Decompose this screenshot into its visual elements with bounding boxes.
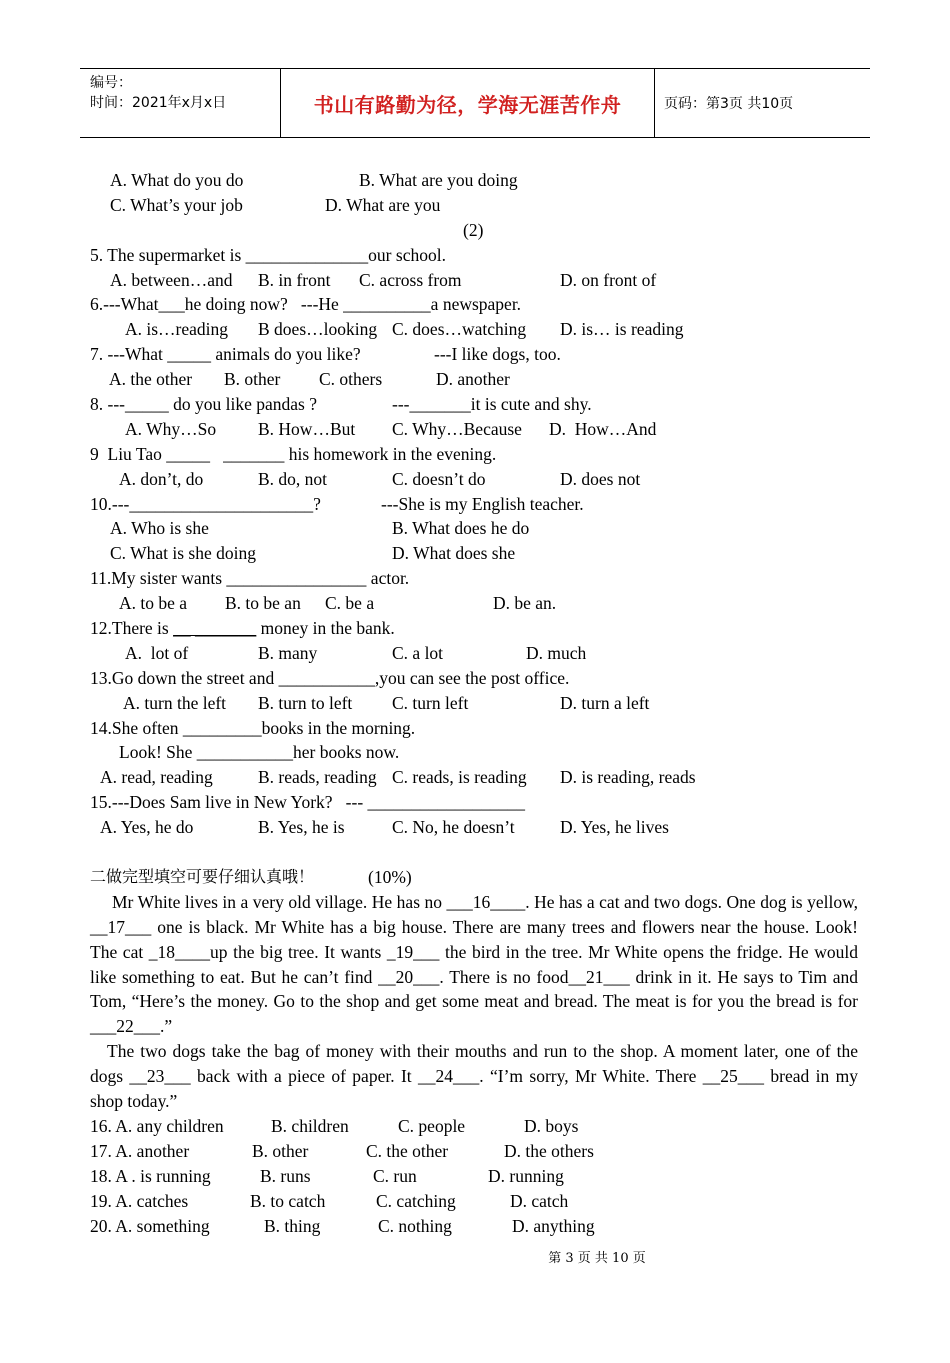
option: A. What do you do <box>110 170 244 190</box>
option-line <box>90 268 858 293</box>
answer-line <box>90 1114 858 1139</box>
option-line <box>90 417 858 442</box>
exam-content <box>90 168 858 1238</box>
motto: 书山有路勤为径，学海无涯苦作舟 <box>313 93 622 117</box>
option: C. What is she doing <box>110 543 256 564</box>
option: C. nothing <box>378 1215 452 1236</box>
option: D. How…And <box>549 418 657 439</box>
option: A. Why…So <box>125 418 217 439</box>
option: B. to be an <box>225 593 301 614</box>
option: B. What does he do <box>392 518 530 539</box>
time-label: 时间：2021年x月x日 <box>90 95 227 111</box>
option: B. What are you doing <box>359 170 518 190</box>
option: D. on front of <box>560 269 657 290</box>
option: A. to be a <box>119 593 188 614</box>
option: D. is… is reading <box>560 319 684 340</box>
option: C. people <box>398 1115 466 1136</box>
option-line <box>90 815 858 840</box>
option: D. much <box>526 642 587 663</box>
question-line <box>90 492 858 517</box>
option: D. be an. <box>493 593 557 614</box>
question: Look! She ___________her books now. <box>119 742 400 763</box>
question <box>90 616 395 641</box>
question-line <box>90 442 858 467</box>
option: C. the other <box>366 1140 449 1161</box>
question: 15.---Does Sam live in New York? --- __________________ <box>90 792 526 813</box>
question: 11.My sister wants ________________ actor. <box>90 568 410 589</box>
option-line <box>90 691 858 716</box>
option: C. does…watching <box>392 319 527 340</box>
option: B. in front <box>258 269 331 290</box>
question: 13.Go down the street and ___________,you can see the post office. <box>90 667 570 688</box>
question-line <box>90 740 858 765</box>
question-line <box>90 566 858 591</box>
question: 7. ---What _____ animals do you like? <box>90 344 361 365</box>
option-line <box>90 516 858 541</box>
option-line <box>90 168 858 193</box>
option: C. a lot <box>392 642 444 663</box>
answer-blank: __ _______ <box>173 618 257 639</box>
question-line <box>90 292 858 317</box>
question-reply: ---She is my English teacher. <box>381 493 584 514</box>
option-line <box>90 193 858 218</box>
option: A. turn the left <box>123 692 227 713</box>
question: 14.She often _________books in the morning. <box>90 717 416 738</box>
option: B. other <box>224 369 281 390</box>
option: A. lot of <box>125 642 189 663</box>
footer-page-number: 第 3 页 共 10 页 <box>548 1251 646 1266</box>
question-line <box>90 616 858 641</box>
question-line <box>90 243 858 268</box>
option-line <box>90 467 858 492</box>
header-divider <box>654 69 655 137</box>
marker: (2) <box>463 219 484 240</box>
option: 20. A. something <box>90 1215 210 1236</box>
question: 8. ---_____ do you like pandas ? <box>90 394 317 415</box>
section-marker <box>90 218 858 243</box>
question-line <box>90 790 858 815</box>
answer-line <box>90 1189 858 1214</box>
option-line <box>90 541 858 566</box>
option: B. Yes, he is <box>258 817 345 838</box>
option: A. the other <box>109 369 193 390</box>
page-header <box>80 68 870 138</box>
number-label: 编号： <box>90 75 132 91</box>
header-meta <box>90 73 280 113</box>
question-reply: ---_______it is cute and shy. <box>392 394 592 415</box>
option: D. does not <box>560 468 641 489</box>
option: C. across from <box>359 269 462 290</box>
option: B. turn to left <box>258 692 353 713</box>
question-text: 12.There is <box>90 618 174 639</box>
option: 17. A. another <box>90 1140 190 1161</box>
option: 16. A. any children <box>90 1115 224 1136</box>
option: C. doesn’t do <box>392 468 486 489</box>
question: 6.---What___he doing now? ---He __________a newspaper. <box>90 294 522 315</box>
option: B. runs <box>260 1165 311 1186</box>
option: B. do, not <box>258 468 328 489</box>
option: B does…looking <box>258 319 378 340</box>
option: B. to catch <box>250 1190 326 1211</box>
page-info: 页码：第3页 共10页 <box>664 96 794 112</box>
spacer <box>90 840 858 865</box>
option: D. catch <box>510 1190 569 1211</box>
page-footer <box>0 1247 950 1266</box>
option: D. is reading, reads <box>560 767 696 788</box>
option: D. What are you <box>325 194 441 215</box>
answer-line <box>90 1139 858 1164</box>
question-text: money in the bank. <box>256 618 395 639</box>
option: C. run <box>373 1165 417 1186</box>
option: A. is…reading <box>125 319 229 340</box>
question: 5. The supermarket is ______________our school. <box>90 244 446 265</box>
option: B. thing <box>264 1215 321 1236</box>
option: D. Yes, he lives <box>560 817 669 838</box>
option: C. No, he doesn’t <box>392 817 515 838</box>
option: A. don’t, do <box>119 468 204 489</box>
option: A. Who is she <box>110 518 209 539</box>
answer-line <box>90 1164 858 1189</box>
option: A. Yes, he do <box>100 817 194 838</box>
question-line <box>90 342 858 367</box>
question: 9 Liu Tao _____ _______ his homework in the evening. <box>90 443 497 464</box>
option: C. What’s your job <box>110 194 243 215</box>
option: A. between…and <box>110 269 233 290</box>
option: C. Why…Because <box>392 418 522 439</box>
cloze-paragraph: The two dogs take the bag of money with their mouths and run to the shop. A moment later, one of the dogs __23___ back with a piece of paper. It __24___. “I’m sorry, Mr White. There __25___ bread in my shop today.” <box>90 1041 858 1112</box>
option-line <box>90 367 858 392</box>
option-line <box>90 641 858 666</box>
option: C. others <box>319 369 383 390</box>
option: B. children <box>271 1115 349 1136</box>
option: D. the others <box>504 1140 594 1161</box>
question-line <box>90 392 858 417</box>
option: C. turn left <box>392 692 469 713</box>
section-title <box>90 865 858 890</box>
option: B. How…But <box>258 418 356 439</box>
question-reply: ---I like dogs, too. <box>434 344 561 365</box>
option-line <box>90 591 858 616</box>
section-heading: 二做完型填空可要仔细认真哦！ <box>90 866 315 886</box>
question: 10.---_____________________? <box>90 493 321 514</box>
option: D. turn a left <box>560 692 650 713</box>
option: 18. A . is running <box>90 1165 211 1186</box>
option: A. read, reading <box>100 767 213 788</box>
option: D. another <box>436 369 510 390</box>
option: D. boys <box>524 1115 579 1136</box>
option: 19. A. catches <box>90 1190 189 1211</box>
question-line <box>90 716 858 741</box>
cloze-paragraph: Mr White lives in a very old village. He has no ___16____. He has a cat and two dogs. One dog is yellow, __17___ one is black. Mr White has a big house. There are many trees and flowers near the house. Look! The cat _18____up the big tree. It wants _19___ the bird in the tree. Mr White opens the fridge. He would like something to eat. But he can’t find __20___. There is no food__21___ drink in it. He says to Tim and Tom, “Here’s the money. Go to the shop and get some meat and bread. The meat is for you the bread is for ___22___.” <box>90 891 858 1037</box>
option-line <box>90 317 858 342</box>
option: D. What does she <box>392 543 516 564</box>
option: C. be a <box>325 593 375 614</box>
option: D. running <box>488 1165 564 1186</box>
option-line <box>90 765 858 790</box>
option: B. reads, reading <box>258 767 377 788</box>
option: C. catching <box>376 1190 456 1211</box>
question-line <box>90 666 858 691</box>
answer-line <box>90 1214 858 1239</box>
option: B. other <box>252 1140 309 1161</box>
option: D. anything <box>512 1215 595 1236</box>
option: B. many <box>258 642 318 663</box>
option: C. reads, is reading <box>392 767 527 788</box>
section-points: (10%) <box>368 866 412 887</box>
